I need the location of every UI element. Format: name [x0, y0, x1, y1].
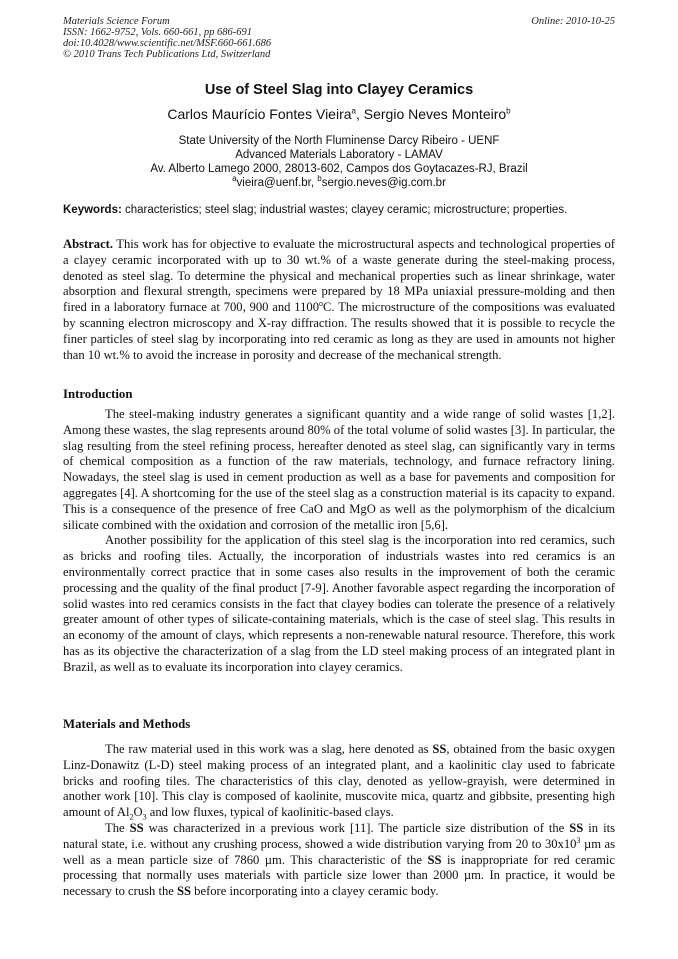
section-heading-methods: Materials and Methods	[63, 717, 191, 731]
affiliation-address: Av. Alberto Lamego 2000, 28013-602, Campos dos Goytacazes-RJ, Brazil	[150, 163, 528, 175]
email-b[interactable]: sergio.neves@ig.com.br	[321, 177, 446, 189]
introduction-paragraph-1: The steel-making industry generates a significant quantity and a wide range of solid wastes [1,2]. Among these wastes, the slag represents around 80% of the total volume of solid wastes [3]. In particular, the slag resulting from the steel refining process, hereafter denoted as steel slag, can significantly vary in terms of chemical composition as a function of the raw materials, technology, and furnace refractory lining. Nowadays, the steel slag is used in cement production as well as a base for pavements and composition for aggregates [4]. A shortcoming for the use of the steel slag as a construction material is its capacity to expand. This is a consequence of the presence of free CaO and MgO as well as the polymorphism of the dicalcium silicate combined with the oxidation and corrosion of the metallic iron [5,6].	[63, 407, 615, 532]
journal-name: Materials Science Forum	[63, 16, 170, 27]
author-2-mark: b	[506, 106, 511, 116]
section-heading-introduction: Introduction	[63, 387, 133, 401]
keywords-text: characteristics; steel slag; industrial wastes; clayey ceramic; microstructure; properties.	[125, 204, 568, 216]
methods-paragraph-1: The raw material used in this work was a slag, here denoted as SS, obtained from the basic oxygen Linz-Donawitz (L-D) steel making process of an integrated plant, and a kaolinitic clay used to fabricate bricks and roofing tiles. The characteristics of this clay, denoted as yellow-grayish, were determined in another work [10]. This clay is composed of kaolinite, muscovite mica, quartz and gibbsite, presenting high amount of $Al_2O_3$ and low fluxes, typical of kaolinitic-based clays.	[63, 742, 615, 822]
author-1: Carlos Maurício Fontes Vieira	[167, 106, 352, 122]
methods-body	[63, 742, 615, 900]
author-2: Sergio Neves Monteiro	[363, 106, 507, 122]
introduction-paragraph-2: Another possibility for the application of this steel slag is the incorporation into red ceramics, such as bricks and roofing tiles. Actually, the incorporation of industrials wastes into red ceramics is an environmentally correct practice that in some cases also results in the improvement of both the ceramic processing and the quality of the final product [7-9]. Another favorable aspect regarding the incorporation of solid wastes into red ceramics consists in the fact that clayey bodies can tolerate the presence of a relatively greater amount of other types of silicate-containing materials, which is the case of steel slag. This results in an economy of the amount of clays, which represents a non-renewable natural resource. Therefore, this work has as its objective the characterization of a slag from the LD steel making process of an integrated plant in Brazil, as well as to evaluate its incorporation into clayey ceramics.	[63, 533, 615, 674]
journal-doi: doi:10.4028/www.scientific.net/MSF.660-661.686	[63, 38, 272, 49]
journal-issn: ISSN: 1662-9752, Vols. 660-661, pp 686-691	[63, 27, 252, 38]
abstract-label: Abstract.	[63, 237, 114, 251]
affiliation-university: State University of the North Fluminense Darcy Ribeiro - UENF	[178, 135, 500, 147]
abstract: Abstract. This work has for objective to evaluate the microstructural aspects and technological properties of a clayey ceramic incorporated with up to 30 wt.% of a waste generate during the steel-making process, denoted as steel slag. To determine the physical and mechanical properties such as linear shrinkage, water absorption and flexural strength, specimens were prepared by 18 MPa uniaxial pressure-molding and then fired in a laboratory furnace at 700, 900 and 1100$^o$C. The microstructure of the compositions was evaluated by scanning electron microscopy and X-ray diffraction. The results showed that it is possible to recycle the finer particles of steel slag by incorporating into red ceramic as long as they are used in amounts not higher than 10 wt.% to avoid the increase in porosity and decrease of the mechanical strength.	[63, 237, 615, 362]
keywords-label: Keywords:	[63, 204, 122, 216]
author-list	[63, 106, 615, 122]
online-date: Online: 2010-10-25	[531, 16, 615, 27]
journal-header	[63, 16, 271, 60]
paper-title: Use of Steel Slag into Clayey Ceramics	[204, 82, 474, 98]
affiliation	[63, 134, 615, 190]
introduction-body	[63, 407, 615, 676]
author-1-mark: a	[351, 106, 356, 116]
email-a[interactable]: vieira@uenf.br,	[236, 177, 315, 189]
methods-paragraph-2: The SS was characterized in a previous work [11]. The particle size distribution of the SS in its natural state, i.e. without any crushing process, showed a wide distribution varying from 20 to $30x10^3$ µm as well as a mean particle size of 7860 µm. This characteristic of the SS is inappropriate for red ceramic processing that normally uses materials with particle size lower than 2000 µm. In practice, it would be necessary to crush the SS before incorporating into a clayey ceramic body.	[63, 820, 616, 899]
affiliation-lab: Advanced Materials Laboratory - LAMAV	[235, 149, 443, 161]
keywords	[63, 203, 615, 217]
journal-copyright: © 2010 Trans Tech Publications Ltd, Switzerland	[63, 49, 271, 60]
author-separator: ,	[355, 106, 364, 122]
affiliation-emails: $^a$vieira@uenf.br, $^b$sergio.neves@ig.com.br	[232, 174, 446, 189]
